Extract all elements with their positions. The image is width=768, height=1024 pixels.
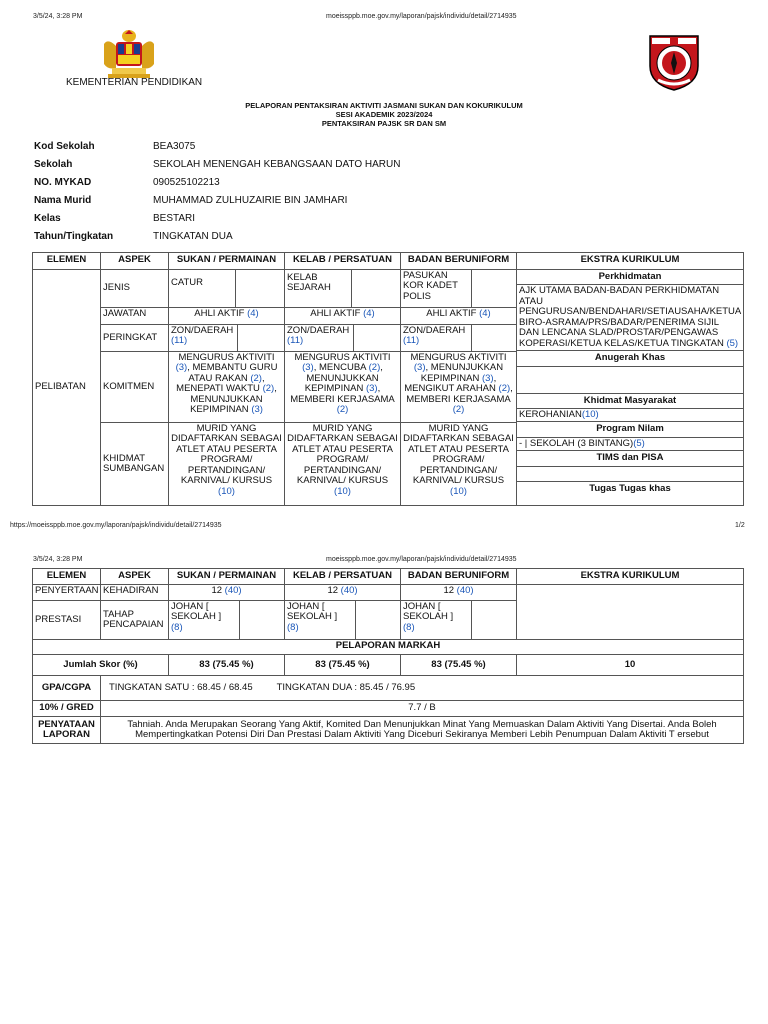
perkhidmatan-heading: Perkhidmatan [517,270,743,285]
header-badan: BADAN BERUNIFORM [401,569,517,585]
peringkat-text: ZON/DAERAH [171,325,234,336]
jenis-sukan: CATUR [169,270,236,307]
komitmen-score: (3) [481,372,494,384]
prestasi-text: JOHAN [ SEKOLAH ] [403,601,454,623]
header-elemen: ELEMEN [33,253,101,270]
komitmen-item: , MENUNJUKKAN KEPIMPINAN [304,362,383,395]
info-label: Tahun/Tingkatan [34,231,114,242]
jenis-sukan-cell [169,270,285,308]
komitmen-score: (2) [368,362,381,374]
kehadiran-score: (40) [340,585,358,596]
komitmen-score: (3) [251,404,263,416]
peringkat-text: ZON/DAERAH [287,325,350,336]
komitmen-score: (3) [302,362,314,374]
jenis-kelab: KELAB SEJARAH [285,270,352,307]
prestasi-score: (8) [287,621,299,633]
komitmen-score: (2) [452,404,465,416]
komitmen-item: MENGURUS AKTIVITI [294,352,391,363]
perkhidmatan-text [517,285,743,350]
tims-pisa-empty [517,467,743,481]
header-sukan: SUKAN / PERMAINAN [169,253,285,270]
prestasi-text: JOHAN [ SEKOLAH ] [171,601,222,623]
komitmen-item: , MENUNJUKKAN KEPIMPINAN [190,383,277,416]
komitmen-item: , MENCUBA [313,362,369,374]
jumlah-skor-label: Jumlah Skor (%) [33,655,169,676]
info-value: SEKOLAH MENENGAH KEBANGSAAN DATO HARUN [153,159,401,170]
header-badan: BADAN BERUNIFORM [401,253,517,270]
khidmat-kelab [285,423,401,506]
prestasi-text: JOHAN [ SEKOLAH ] [287,601,338,623]
khidmat-text: MURID YANG DIDAFTARKAN SEBAGAI ATLET ATAU PESERTA PROGRAM/ PERTANDINGAN/ KARNIVAL/ KURSUS [287,423,398,487]
gpa-label: GPA/CGPA [33,676,101,701]
print-url: moeissppb.moe.gov.my/laporan/pajsk/individu/detail/2714935 [326,556,517,563]
komitmen-item: , MEMBERI KERJASAMA [290,383,395,405]
komitmen-score: (3) [365,383,378,395]
kehadiran-score: (40) [224,585,242,596]
program-nilam-desc: - | SEKOLAH (3 BINTANG) [519,437,634,449]
school-crest-icon [646,30,702,92]
komitmen-item: , MEMBERI KERJASAMA [406,383,513,405]
jawatan-sukan [169,308,285,325]
komitmen-item: MENGURUS AKTIVITI [178,352,275,363]
peringkat-text: ZON/DAERAH [403,325,466,336]
aspek-tahap-pencapaian: TAHAP PENCAPAIAN [101,601,169,640]
aspek-khidmat: KHIDMAT SUMBANGAN [101,423,169,506]
table-row [33,585,744,601]
gred-value: 7.7 / B [101,701,744,717]
info-label: Nama Murid [34,195,92,206]
anugerah-heading: Anugerah Khas [517,350,743,366]
perkhidmatan-desc: AJK UTAMA BADAN-BADAN PERKHIDMATAN ATAU PENGURUSAN/BENDAHARI/SETIAUSAHA/KETUA BIRO-ASRAMA/PRS/BADAR/PENERIMA SIJIL DAN LENCANA SLAD/PROSTAR/PENGAWAS KOPERASI/KETUA KELAS/KETUA TINGKATAN [519,285,741,349]
komitmen-score: (2) [498,383,511,395]
khidmat-text: MURID YANG DIDAFTARKAN SEBAGAI ATLET ATAU PESERTA PROGRAM/ PERTANDINGAN/ KARNIVAL/ KURSUS [171,423,282,487]
aspek-komitmen: KOMITMEN [101,352,169,423]
jawatan-score: (4) [479,308,491,319]
header-aspek: ASPEK [101,253,169,270]
info-value: 090525102213 [153,177,220,188]
khidmat-masyarakat-score: (10) [581,408,599,420]
peringkat-badan [401,325,517,352]
tugas-khas-heading: Tugas Tugas khas [517,481,743,496]
program-nilam-heading: Program Nilam [517,421,743,437]
footer-url: https://moeissppb.moe.gov.my/laporan/pajsk/individu/detail/2714935 [10,522,222,529]
print-date: 3/5/24, 3:28 PM [33,556,83,563]
program-nilam-score: (5) [633,437,645,449]
komitmen-score: (2) [262,383,275,395]
gpa-tingkatan-dua: TINGKATAN DUA : 85.45 / 76.95 [276,681,416,693]
khidmat-score: (10) [218,485,235,497]
jawatan-score: (4) [247,308,259,319]
peringkat-badan-text [401,325,472,351]
assessment-table-continued [32,568,744,744]
info-value: BESTARI [153,213,196,224]
info-label: Sekolah [34,159,73,170]
anugerah-empty [517,367,743,393]
header-elemen: ELEMEN [33,569,101,585]
prestasi-sukan [169,601,285,640]
khidmat-text: MURID YANG DIDAFTARKAN SEBAGAI ATLET ATAU PESERTA PROGRAM/ PERTANDINGAN/ KARNIVAL/ KURSUS [403,423,514,487]
khidmat-masyarakat-text [517,409,743,421]
komitmen-item: , MEMBANTU GURU ATAU RAKAN [187,362,278,384]
table-row [33,655,744,676]
peringkat-score: (11) [171,335,188,347]
khidmat-badan [401,423,517,506]
table-header-row [33,569,744,585]
peringkat-score: (11) [287,335,304,347]
komitmen-item: , MENUNJUKKAN KEPIMPINAN [420,362,504,384]
kehadiran-kelab [285,585,401,601]
info-value: MUHAMMAD ZULHUZAIRIE BIN JAMHARI [153,195,348,206]
header-sukan: SUKAN / PERMAINAN [169,569,285,585]
kehadiran-value: 12 [327,585,339,596]
komitmen-score: (2) [250,372,262,384]
peringkat-sukan [169,325,285,352]
jawatan-text: AHLI AKTIF [194,308,245,319]
jenis-kelab-cell [285,270,401,308]
gpa-tingkatan-satu: TINGKATAN SATU : 68.45 / 68.45 [109,681,253,693]
pelaporan-markah-heading: PELAPORAN MARKAH [33,640,744,655]
jawatan-text: AHLI AKTIF [426,308,477,319]
report-title: PELAPORAN PENTAKSIRAN AKTIVITI JASMANI SUKAN DAN KOKURIKULUM SESI AKADEMIK 2023/2024 PENTAKSIRAN PAJSK SR DAN SM [245,101,523,128]
komitmen-sukan [169,352,285,423]
khidmat-masyarakat-heading: Khidmat Masyarakat [517,393,743,409]
komitmen-item: MENGURUS AKTIVITI [410,352,507,363]
komitmen-item: , MENGIKUT ARAHAN [404,372,499,395]
elemen-cell: PELIBATAN [33,270,101,506]
elemen-prestasi: PRESTASI [33,601,101,640]
prestasi-kelab-text [285,601,356,639]
aspek-kehadiran: KEHADIRAN [101,585,169,601]
header-aspek: ASPEK [101,569,169,585]
aspek-peringkat: PERINGKAT [101,325,169,352]
komitmen-kelab [285,352,401,423]
peringkat-sukan-text [169,325,238,351]
prestasi-badan-text [401,601,472,639]
jumlah-kelab: 83 (75.45 %) [285,655,401,676]
jenis-badan: PASUKAN KOR KADET POLIS [401,270,472,307]
header-ekstra: EKSTRA KURIKULUM [517,253,744,270]
perkhidmatan-score: (5) [726,337,739,349]
program-nilam-text [517,438,743,450]
info-label: NO. MYKAD [34,177,92,188]
print-url: moeissppb.moe.gov.my/laporan/pajsk/individu/detail/2714935 [326,13,517,20]
header-ekstra: EKSTRA KURIKULUM [517,569,744,585]
info-value: TINGKATAN DUA [153,231,233,242]
penyataan-text: Tahniah. Anda Merupakan Seorang Yang Aktif, Komited Dan Menunjukkan Minat Yang Memuaskan Dalam Aktiviti Yang Disertai. Anda Boleh Mempertingkatkan Potensi Diri Dan Prestasi Dalam Aktiviti Yang Diceburi Sekiranya Memberi Lebih Penumpuan Dalam Aktiviti T ersebut [101,717,744,744]
info-label: Kod Sekolah [34,141,95,152]
table-row [33,640,744,655]
komitmen-score: (3) [413,362,426,374]
kehadiran-value: 12 [443,585,455,596]
peringkat-kelab-text [285,325,354,351]
tims-pisa-heading: TIMS dan PISA [517,450,743,466]
jawatan-score: (4) [363,308,375,319]
komitmen-score: (2) [336,404,349,416]
prestasi-badan [401,601,517,640]
prestasi-score: (8) [403,621,415,633]
jumlah-badan: 83 (75.45 %) [401,655,517,676]
jumlah-ekstra: 10 [517,655,744,676]
aspek-jenis: JENIS [101,270,169,308]
header-kelab: KELAB / PERSATUAN [285,569,401,585]
table-header-row [33,253,744,270]
penyataan-label: PENYATAAN LAPORAN [33,717,101,744]
print-date: 3/5/24, 3:28 PM [33,13,83,20]
info-value: BEA3075 [153,141,196,152]
header-kelab: KELAB / PERSATUAN [285,253,401,270]
peringkat-score: (11) [403,335,420,347]
kehadiran-score: (40) [456,585,474,596]
khidmat-masyarakat-desc: KEROHANIAN [519,408,582,420]
komitmen-score: (3) [175,362,188,374]
kehadiran-badan [401,585,517,601]
table-row [33,701,744,717]
komitmen-badan [401,352,517,423]
table-row [33,270,744,308]
kehadiran-sukan [169,585,285,601]
khidmat-score: (10) [334,485,351,497]
khidmat-sukan [169,423,285,506]
info-label: Kelas [34,213,61,224]
komitmen-item: , MENEPATI WAKTU [176,372,265,395]
khidmat-score: (10) [450,485,467,497]
jawatan-kelab [285,308,401,325]
prestasi-kelab [285,601,401,640]
elemen-penyertaan: PENYERTAAN [33,585,101,601]
jawatan-text: AHLI AKTIF [310,308,361,319]
ekstra-kurikulum-cell [517,270,744,506]
jenis-badan-cell [401,270,517,308]
kehadiran-value: 12 [211,585,223,596]
malaysia-coat-of-arms-icon [98,28,160,80]
prestasi-sukan-text [169,601,240,639]
table-row [33,676,744,701]
assessment-table [32,252,744,506]
aspek-jawatan: JAWATAN [101,308,169,325]
ministry-name: KEMENTERIAN PENDIDIKAN [66,77,203,88]
jawatan-badan [401,308,517,325]
footer-page: 1/2 [735,522,745,529]
peringkat-kelab [285,325,401,352]
table-row [33,717,744,744]
jumlah-sukan: 83 (75.45 %) [169,655,285,676]
gred-label: 10% / GRED [33,701,101,717]
gpa-value [101,676,744,701]
ekstra-empty [517,585,744,640]
prestasi-score: (8) [171,621,183,633]
